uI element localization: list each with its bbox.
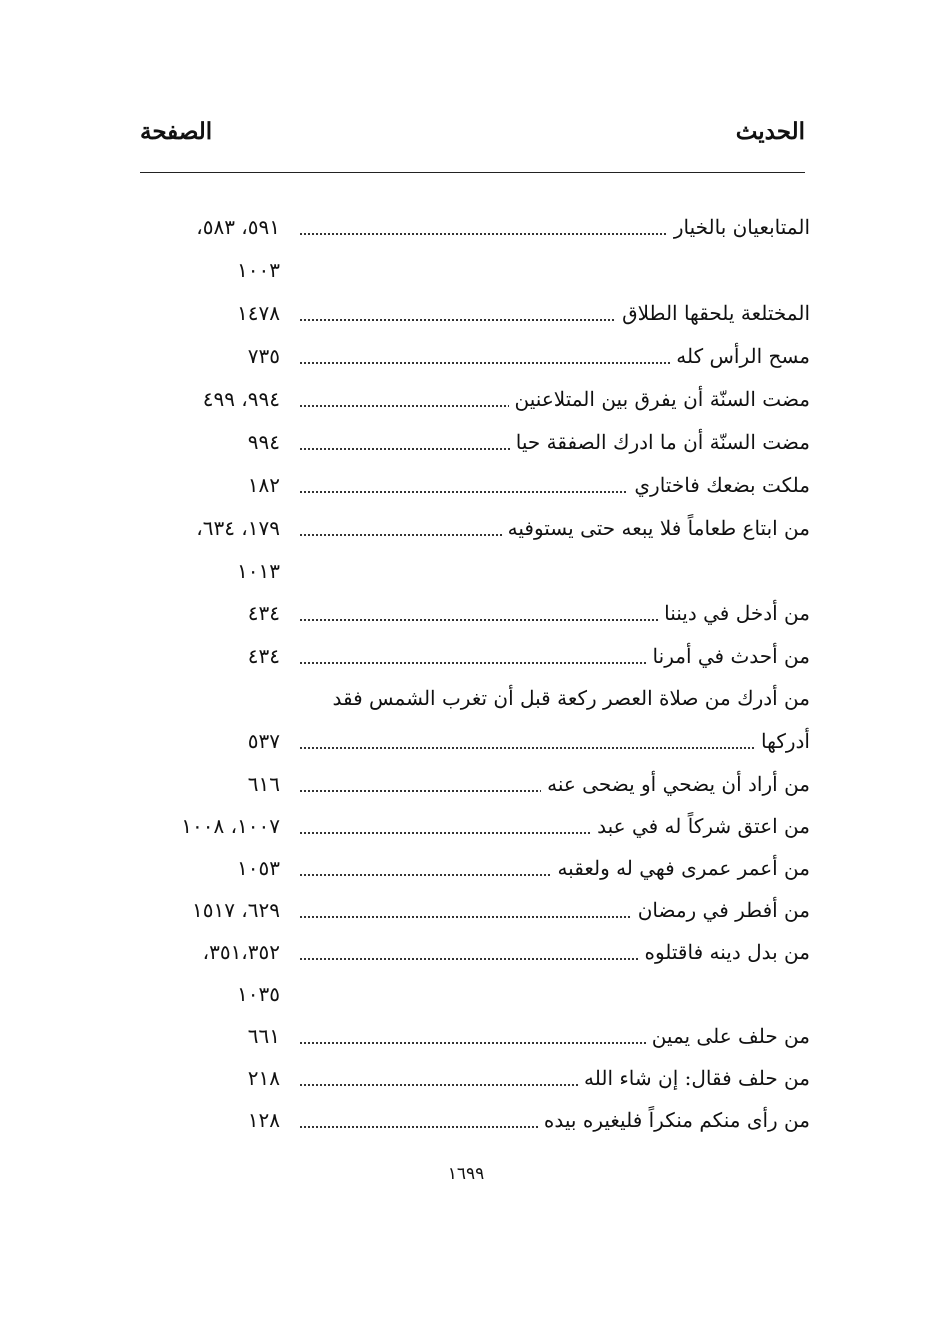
page-refs: ١٢٨ [247, 1108, 280, 1132]
page-refs: ٦١٦ [247, 772, 280, 796]
hadith-text: من أراد أن يضحي أو يضحى عنه [541, 772, 810, 796]
index-entry [150, 851, 810, 885]
hadith-text [804, 258, 810, 282]
index-entry [150, 893, 810, 927]
index-entry [150, 210, 810, 244]
hadith-text [804, 982, 810, 1006]
index-entry-continuation [150, 253, 810, 287]
hadith-column-title: الحديث [735, 118, 805, 145]
hadith-text [804, 559, 810, 583]
index-entry [150, 511, 810, 545]
hadith-text: أدركها [755, 729, 810, 753]
hadith-text: من اعتق شركاً له في عبد [591, 814, 810, 838]
page-refs: ٤٣٤ [247, 601, 280, 625]
hadith-text: من رأى منكم منكراً فليغيره بيده [538, 1108, 810, 1132]
page-refs: ٣٥١،٣٥٢، [202, 940, 280, 964]
page-refs: ٧٣٥ [247, 344, 280, 368]
page-column-title: الصفحة [140, 118, 213, 145]
page-refs: ١٤٧٨ [237, 301, 280, 325]
hadith-text: من أدخل في ديننا [658, 601, 810, 625]
index-entry [150, 596, 810, 630]
index-entry [150, 1061, 810, 1095]
index-entry-continuation [150, 724, 810, 758]
index-entry [150, 339, 810, 373]
hadith-text: من بدل دينه فاقتلوه [638, 940, 810, 964]
page-number: ١٦٩٩ [447, 1164, 485, 1184]
hadith-text: من أفطر في رمضان [632, 898, 810, 922]
index-entry [150, 681, 810, 715]
page-refs: ٤٣٤ [247, 644, 280, 668]
hadith-text: من حلف على يمين [646, 1024, 810, 1048]
index-entry-continuation [150, 554, 810, 588]
index-entry [150, 468, 810, 502]
page-refs: ٩٩٤ [247, 430, 280, 454]
hadith-text: المختلعة يلحقها الطلاق [616, 301, 810, 325]
page-refs: ٦٦١ [247, 1024, 280, 1048]
index-entry [150, 767, 810, 801]
hadith-text: من أدرك من صلاة العصر ركعة قبل أن تغرب الشمس فقد [327, 686, 810, 710]
page-refs: ٦٢٩، ١٥١٧ [191, 898, 280, 922]
hadith-text: من ابتاع طعاماً فلا يبعه حتى يستوفيه [502, 516, 810, 540]
page-refs: ١٠٠٣ [237, 258, 280, 282]
hadith-text: المتابعيان بالخيار [668, 215, 810, 239]
index-entry [150, 382, 810, 416]
page-refs: ٢١٨ [247, 1066, 280, 1090]
hadith-text: ملكت بضعك فاختاري [628, 473, 810, 497]
index-entry [150, 296, 810, 330]
page-refs: ٩٩٤، ٤٩٩ [202, 387, 280, 411]
hadith-text: من أحدث في أمرنا [647, 644, 810, 668]
page-refs: ١٧٩، ٦٣٤، [196, 516, 280, 540]
hadith-text: مسح الرأس كله [670, 344, 810, 368]
index-entry [150, 1019, 810, 1053]
hadith-text: من حلف فقال: إن شاء الله [578, 1066, 810, 1090]
hadith-text: مضت السنّة أن يفرق بين المتلاعنين [509, 387, 810, 411]
page-refs: ١٠٠٧، ١٠٠٨ [181, 814, 280, 838]
page-refs: ١٨٢ [247, 473, 280, 497]
page-refs: ٥٩١، ٥٨٣، [196, 215, 280, 239]
index-entry [150, 639, 810, 673]
hadith-text: مضت السنّة أن ما ادرك الصفقة حيا [510, 430, 810, 454]
hadith-text: من أعمر عمرى فهي له ولعقبه [551, 856, 810, 880]
page-refs: ١٠١٣ [237, 559, 280, 583]
index-entry [150, 935, 810, 969]
page-refs: ٥٣٧ [247, 729, 280, 753]
page-refs: ١٠٣٥ [237, 982, 280, 1006]
index-entry [150, 425, 810, 459]
page-refs: ١٠٥٣ [237, 856, 280, 880]
index-entry [150, 1103, 810, 1137]
index-entry [150, 809, 810, 843]
index-entry-continuation [150, 977, 810, 1011]
